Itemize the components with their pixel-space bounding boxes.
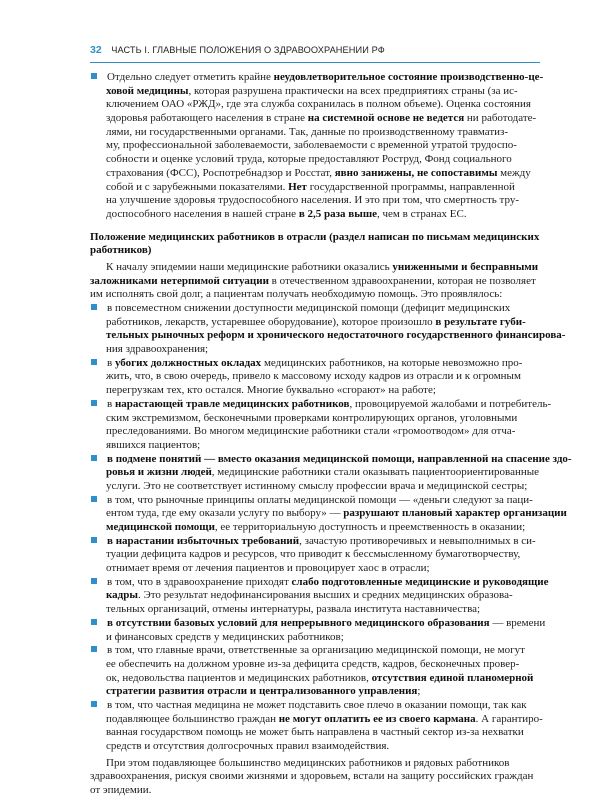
text-line: средств и отсутствия долгосрочных правил взаимодействия. bbox=[106, 740, 390, 752]
text-line: в повсеместном снижении доступности медицинской помощи (дефицит медицинских bbox=[90, 302, 540, 316]
text-line: страхования (ФСС), Роспотребнадзор и Росстат, явно занижены, не сопоставимы между bbox=[106, 166, 531, 179]
text-line: При этом подавляющее большинство медицинских работников и рядовых работников bbox=[106, 756, 510, 769]
square-bullet-icon bbox=[91, 701, 97, 707]
text-line: явшихся пациентов; bbox=[106, 438, 201, 451]
text-line: отнимает время от лечения пациентов и провоцирует хаос в отрасли; bbox=[106, 562, 430, 575]
square-bullet-icon bbox=[91, 578, 97, 584]
running-header bbox=[90, 44, 540, 60]
text-line: лями, ни государственными органами. Так, данные по производственному травматиз- bbox=[106, 125, 509, 138]
text-line: работников, лекарств, устаревшее оборудование), которое произошло в результате губи- bbox=[106, 315, 526, 328]
text-line: им исполнять свой долг, а пациентам получать необходимую помощь. Это проявлялось: bbox=[90, 288, 503, 301]
paragraph bbox=[90, 757, 540, 798]
text-line: заложниками нетерпимой ситуации в отечественном здравоохранении, которая не позволяет bbox=[90, 274, 536, 287]
square-bullet-icon bbox=[91, 304, 97, 310]
page-body bbox=[90, 71, 572, 798]
bullet-item bbox=[90, 397, 552, 453]
bullet-item bbox=[90, 575, 549, 617]
text-line: кадры. Это результат недофинансирования высших и средних медицинских образова- bbox=[106, 589, 513, 602]
text-line: ванная государством помощь не может быть направлена в частный сектор из-за нехватки bbox=[106, 726, 524, 739]
text-line: му, профессиональной заболеваемости, заболеваемости с временной утратой трудоспо- bbox=[106, 139, 517, 152]
text-line: медицинской помощи, ее территориальную доступность и преемственность в оказании; bbox=[106, 521, 526, 533]
text-line: в том, что частная медицина не может подставить свое плечо в оказании помощи, так как bbox=[90, 699, 540, 713]
square-bullet-icon bbox=[91, 400, 97, 406]
square-bullet-icon bbox=[91, 455, 97, 461]
text-line: доспособного населения в нашей стране в 2,5 раза выше, чем в странах ЕС. bbox=[106, 207, 467, 220]
text-line: от эпидемии. bbox=[90, 784, 152, 797]
text-line: в подмене понятий — вместо оказания медицинской помощи, направленной на спасение здо- bbox=[90, 453, 540, 467]
bullet-item bbox=[90, 644, 540, 699]
text-line: жить, что, в свою очередь, привело к массовому исходу кадров из отрасли и к огромным bbox=[106, 370, 521, 383]
text-line: Положение медицинских работников в отрасли (раздел написан по письмам медицинских bbox=[90, 230, 540, 243]
bullet-item bbox=[90, 535, 540, 576]
text-line: работников) bbox=[90, 244, 152, 257]
text-line: ок, недовольства пациентов и медицинских работников, отсутствия единой планомерной bbox=[106, 671, 534, 684]
text-line: ховой медицины, которая разрушена практически на всех предприятиях страны (за ис- bbox=[106, 84, 518, 97]
text-line: ентом туда, где ему оказали услугу по выбору» — разрушают плановый характер организации bbox=[106, 507, 567, 520]
page-number: 32 bbox=[90, 44, 102, 56]
text-line: в том, что рыночные принципы оплаты медицинской помощи — «деньги следуют за паци- bbox=[90, 494, 540, 508]
text-line: здоровья работающего населения в стране на системной основе не ведется ни работодате- bbox=[106, 112, 537, 125]
bullet-item bbox=[90, 302, 566, 357]
header-rule bbox=[90, 62, 540, 63]
text-line: стратегии развития отрасли и централизованного управления; bbox=[106, 685, 421, 698]
square-bullet-icon bbox=[91, 73, 97, 79]
bullet-item bbox=[90, 452, 572, 494]
bullet-item bbox=[90, 357, 540, 398]
text-line: здравоохранения, рискуя своими жизнями и здоровьем, встали на защиту российских граждан bbox=[90, 770, 534, 783]
running-title: ЧАСТЬ I. ГЛАВНЫЕ ПОЛОЖЕНИЯ О ЗДРАВООХРАНЕНИИ РФ bbox=[111, 45, 385, 55]
text-line: туации дефицита кадров и ресурсов, что приводит к бессмысленному бумаготворчеству, bbox=[106, 548, 521, 561]
square-bullet-icon bbox=[91, 496, 97, 502]
text-line: перегрузкам тех, кто остался. Многие буквально «сгорают» на работе; bbox=[106, 384, 436, 397]
text-line: и финансовых средств у медицинских работников; bbox=[106, 630, 344, 643]
bullet-item bbox=[90, 493, 567, 535]
text-line: на улучшение здоровья трудоспособного населения. И это при том, что смертность тру- bbox=[106, 194, 519, 207]
paragraph bbox=[90, 261, 540, 302]
text-line: К началу эпидемии наши медицинские работники оказались униженными и бесправными bbox=[106, 260, 539, 273]
square-bullet-icon bbox=[91, 359, 97, 365]
text-line: ния здравоохранения; bbox=[106, 343, 209, 356]
text-line: ским экстремизмом, бесконечными проверками контролирующих органов, уголовными bbox=[106, 411, 518, 424]
text-line: преследованиями. Во многом медицинские работники стали «громоотводом» для отча- bbox=[106, 425, 516, 438]
text-line: ее обеспечить на должном уровне из-за дефицита средств, кадров, бесконечных провер- bbox=[106, 657, 520, 670]
square-bullet-icon bbox=[91, 646, 97, 652]
bullet-item bbox=[90, 698, 543, 754]
text-line: в том, что в здравоохранение приходят слабо подготовленные медицинские и руководящие bbox=[90, 576, 540, 590]
text-line: собой и с зарубежными показателями. Нет государственной программы, направленной bbox=[106, 180, 515, 193]
section-heading bbox=[90, 231, 540, 258]
text-line: Отдельно следует отметить крайне неудовлетворительное состояние производственно-це- bbox=[90, 71, 540, 85]
text-line: в нарастающей травле медицинских работников, провоцируемой жалобами и потребитель- bbox=[90, 398, 540, 412]
text-line: ровья и жизни людей, медицинские работники стали оказывать пациентоориентированные bbox=[106, 466, 540, 479]
text-line: собности и оценке условий труда, которые предоставляют Роструд, Фонд социального bbox=[106, 153, 512, 166]
square-bullet-icon bbox=[91, 619, 97, 625]
text-line: в отсутствии базовых условий для непрерывного медицинского образования — времени bbox=[90, 617, 540, 631]
text-line: тельных рыночных реформ и хронического недостаточного государственного финансирова- bbox=[106, 329, 566, 342]
text-line: в убогих должностных окладах медицинских работников, на которые невозможно про- bbox=[90, 357, 540, 371]
text-line: тельных организаций, отмены интернатуры, развала института наставничества; bbox=[106, 603, 481, 616]
text-line: в том, что главные врачи, ответственные за организацию медицинской помощи, не могут bbox=[90, 644, 540, 658]
bullet-item bbox=[90, 71, 544, 222]
text-line: услуги. Это не соответствует истинному смыслу профессии врача и медицинской сестры; bbox=[106, 479, 528, 492]
text-line: ключением ОАО «РЖД», где эта служба сохранилась в полном объеме). Оценка состояния bbox=[106, 98, 531, 111]
text-line: подавляющее большинство граждан не могут оплатить ее из своего кармана. А гарантиро- bbox=[106, 712, 543, 725]
square-bullet-icon bbox=[91, 537, 97, 543]
text-line: в нарастании избыточных требований, зачастую противоречивых и невыполнимых в си- bbox=[90, 535, 540, 549]
bullet-item bbox=[90, 616, 546, 644]
